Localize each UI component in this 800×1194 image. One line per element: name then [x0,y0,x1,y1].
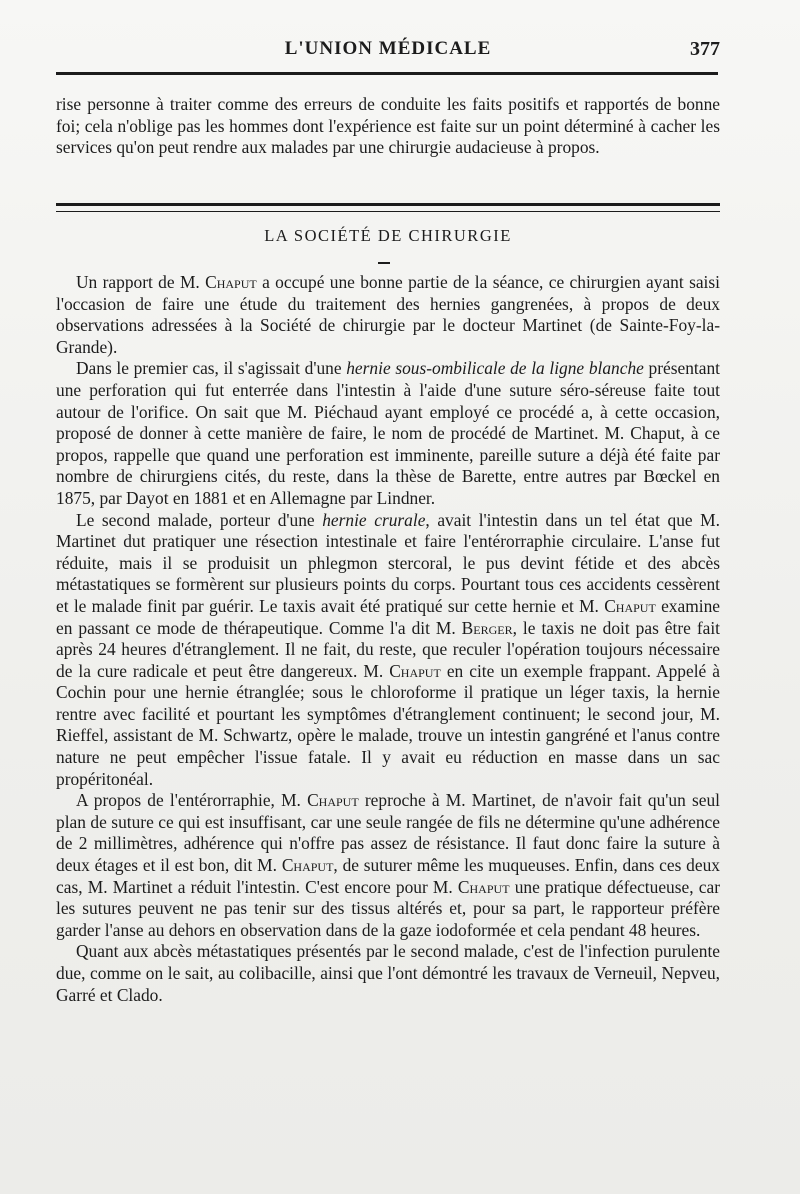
paragraph-4-text-b: reproche à M. Martinet, de n'avoir fait qu'un seul plan de suture ce qui est insuffisant, car une seule rangée de fils ne détermine qu'une adhérence de 2 millimètres, adhérence qui n'offre pas assez de résistance. Il faut donc faire la suture à deux étages et il est bon, dit M. [56,790,720,876]
page-header [56,38,720,68]
running-title: L'UNION MÉDICALE [284,38,492,59]
page-number: 377 [690,38,720,60]
article-body [56,272,720,1006]
intro-paragraph: rise personne à traiter comme des erreurs de conduite les faits positifs et rapportés de bonne foi; cela n'oblige pas les hommes dont l'expérience est faite sur un point déterminé à cacher les services qu'on peut rendre aux malades par une chirurgie audacieuse à propos. [56,94,720,158]
paragraph-3-emphasis: hernie crurale [322,509,426,530]
paragraph-5: Quant aux abcès métastatiques présentés par le second malade, c'est de l'infection purulente due, comme on le sait, au colibacille, ainsi que l'ont démontré les travaux de Verneuil, Nepveu, Garré et Clado. [56,941,720,1005]
paragraph-4-text-c: , de suturer même les muqueuses. Enfin, dans ces deux cas, M. Martinet a réduit l'intestin. C'est encore pour M. [56,855,720,897]
paragraph-2-emphasis: hernie sous-ombilicale de la ligne blanche [346,358,644,379]
paragraph-4-text-a: A propos de l'entérorraphie, M. [76,790,308,811]
name-chaput: Chaput [307,790,359,811]
paragraph-4-text-d: une pratique défectueuse, car les sutures peuvent ne pas tenir sur des tissus altérés et, pour sa part, le rapporteur préfère garder l'anse au dehors en observation dans de la gaze iodoformée et cela pendant 48 heures. [56,876,720,940]
paragraph-2-text-a: Dans le premier cas, il s'agissait d'une [76,358,347,379]
paragraph-4 [56,790,720,941]
header-rule [56,72,718,75]
paragraph-3-text-b: , avait l'intestin dans un tel état que M. Martinet dut pratiquer une résection intestinale et faire l'entérorraphie circulaire. L'anse fut réduite, mais il se produisit un phlegmon stercoral, le pus devint fétide et des abcès métastatiques se formèrent sur plusieurs points du corps. Pourtant tous ces accidents cessèrent et le malade finit par guérir. Le taxis avait été pratiqué sur cette hernie et M. [56,509,720,616]
intro-paragraph-block [56,94,720,159]
name-chaput: Chaput [457,876,510,897]
paragraph-1-text-a: Un rapport de M. [76,272,206,292]
paragraph-2 [56,358,720,509]
paragraph-3-text-e: en cite un exemple frappant. Appelé à Cochin pour une hernie étranglée; sous le chloroforme il pratique un léger taxis, la hernie rentre avec facilité et pourtant les symptômes d'étranglement continuent; le second jour, M. Rieffel, assistant de M. Schwartz, opère le malade, trouve un intestin gangréné et l'anus contre nature ne peut empêcher l'issue fatale. Il y avait eu réduction en masse dans un sac propéritonéal. [56,660,720,789]
section-divider [56,203,720,212]
paragraph-1-text-b: a occupé une bonne partie de la séance, ce chirurgien ayant saisi l'occasion de faire une étude du traitement des hernies gangrenées, à propos de deux observations adressées à la Société de chirurgie par le docteur Martinet (de Sainte-Foy-la-Grande). [56,272,720,357]
paragraph-3 [56,510,720,791]
name-chaput: Chaput [389,660,441,681]
paragraph-1 [56,272,720,358]
name-chaput: Chaput [281,855,334,876]
paragraph-3-text-a: Le second malade, porteur d'une [76,509,323,530]
name-chaput: Chaput [205,272,257,292]
paragraph-2-text-b: présentant une perforation qui fut enterrée dans l'intestin à l'aide d'une suture séro-séreuse faite tout autour de l'orifice. On sait que M. Piéchaud ayant employé ce procédé a, à cette occasion, proposé de donner à cette manière de faire, le nom de procédé de Martinet. M. Chaput, à ce propos, rappelle que quand une perforation est imminente, pareille suture a déjà été faite par nombre de chirurgiens cités, du reste, dans la thèse de Barette, entre autres par Bœckel en 1875, par Dayot en 1881 et en Allemagne par Lindner. [56,358,721,508]
section-title: LA SOCIÉTÉ DE CHIRURGIE [264,226,512,245]
title-dash [378,262,390,264]
name-berger: Berger [461,617,513,638]
paragraph-3-text-c: examine en passant ce mode de thérapeutique. Comme l'a dit M. [56,595,720,638]
paragraph-3-text-d: , le taxis ne doit pas être fait après 24 heures d'étranglement. Il ne fait, du reste, que reculer l'opération toujours nécessaire de la cure radicale et peut être dangereux. M. [56,617,721,681]
name-chaput: Chaput [604,595,656,616]
